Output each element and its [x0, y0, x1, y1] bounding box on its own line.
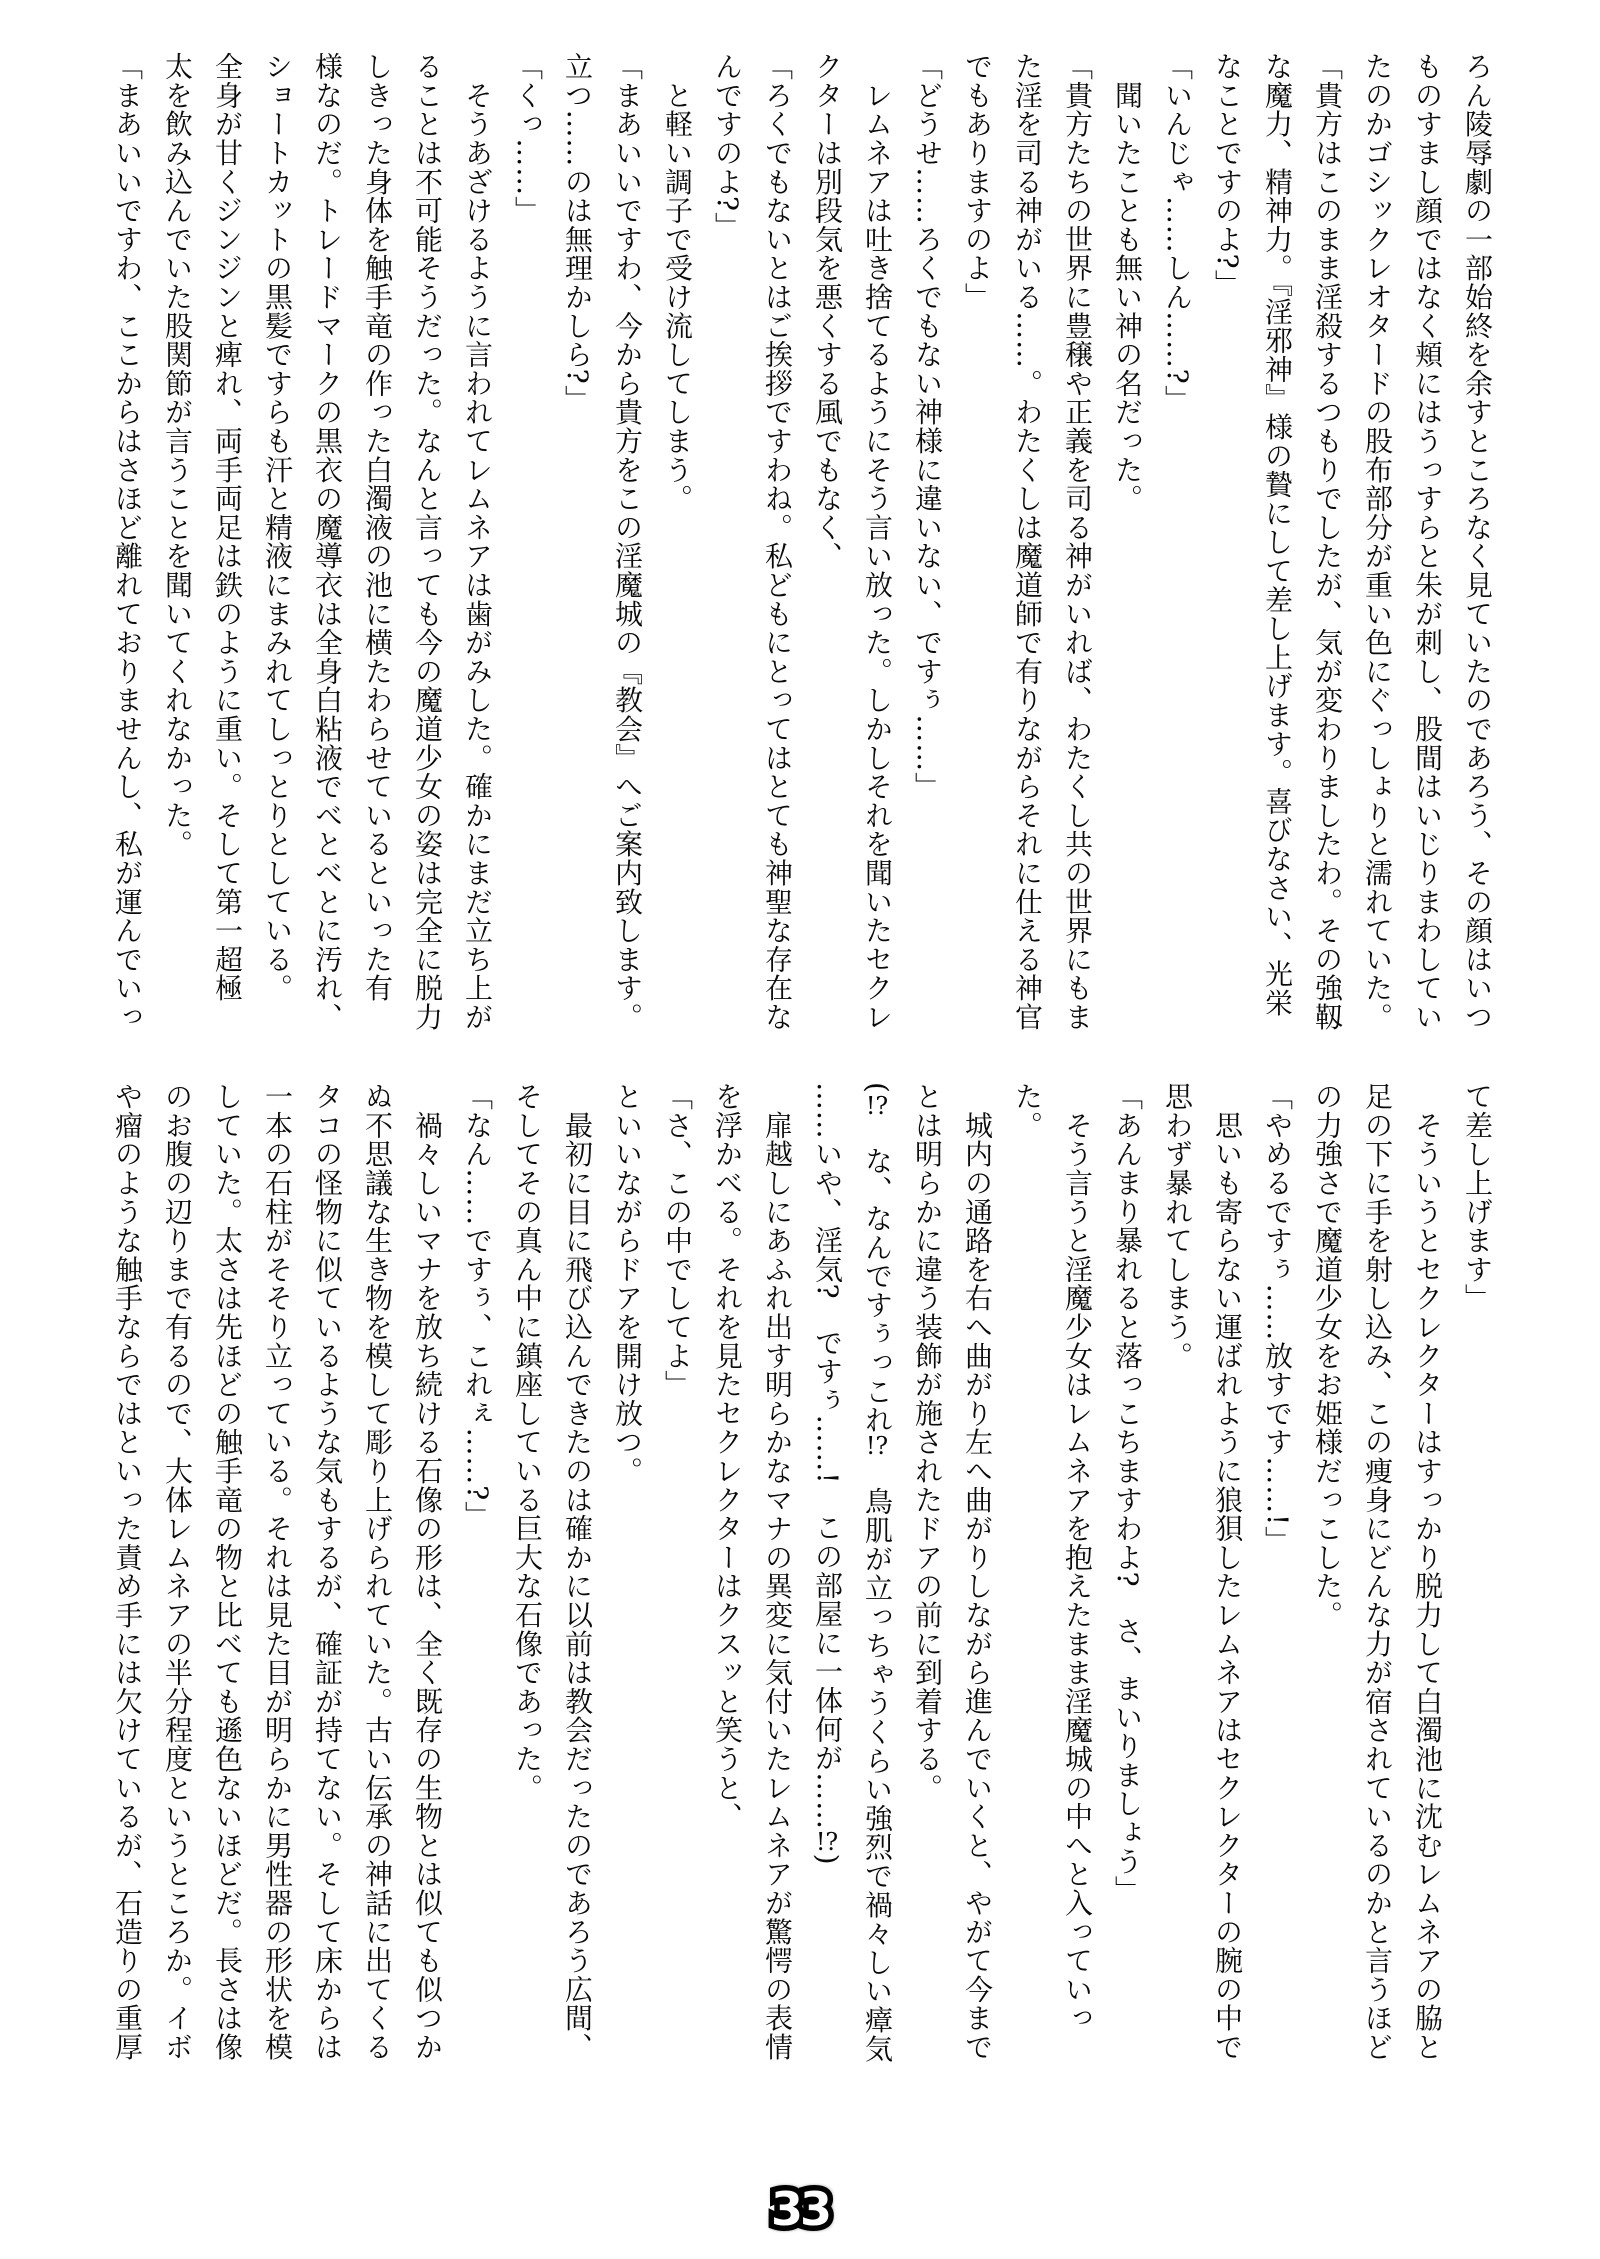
text-column: 聞いたことも無い神の名だった。: [1111, 52, 1144, 513]
text-column: でもありますのよ」: [961, 52, 994, 312]
text-column: なことですのよ?」: [1211, 52, 1244, 299]
text-column: た淫を司る神がいる……。わたくしは魔道師で有りながらそれに仕える神官: [1011, 52, 1044, 1032]
text-column: 思いも寄らない運ばれように狼狽したレムネアはセクレクターの腕の中で: [1211, 1082, 1244, 2062]
text-column: そういうとセクレクターはすっかり脱力して白濁池に沈むレムネアの脇と: [1411, 1082, 1444, 2062]
text-column: 「どうせ……ろくでもない神様に違いない、ですぅ……」: [911, 52, 944, 801]
text-column: タコの怪物に似ているような気もするが、確証が持てない。そして床からは: [311, 1082, 344, 2062]
text-column: しきった身体を触手竜の作った白濁液の池に横たわらせているといった有: [361, 52, 394, 1003]
text-column: 「さ、この中でしてよ」: [661, 1082, 694, 1399]
text-column: 禍々しいマナを放ち続ける石像の形は、全く既存の生物とは似ても似つか: [411, 1082, 444, 2062]
text-column: そうあざけるように言われてレムネアは歯がみした。確かにまだ立ち上が: [461, 52, 494, 1032]
text-column: ろん陵辱劇の一部始終を余すところなく見ていたのであろう、その顔はいつ: [1461, 52, 1494, 1032]
text-column: 「ろくでもないとはご挨拶ですわね。私どもにとってはとても神聖な存在な: [761, 52, 794, 1032]
text-column: 「貴方はこのまま淫殺するつもりでしたが、気が変わりましたわ。その強靱: [1311, 52, 1344, 1032]
text-column: そう言うと淫魔少女はレムネアを抱えたまま淫魔城の中へと入っていっ: [1061, 1082, 1094, 2033]
text-column: ることは不可能そうだった。なんと言っても今の魔道少女の姿は完全に脱力: [411, 52, 444, 1032]
text-column: 「やめるですぅ……放すです……!」: [1261, 1082, 1294, 1555]
text-column: 太を飲み込んでいた股関節が言うことを聞いてくれなかった。: [161, 52, 194, 859]
text-column: (!? な、なんですぅっこれ!? 鳥肌が立っちゃうくらい強烈で禍々しい瘴気: [861, 1082, 894, 2063]
text-column: 「あんまり暴れると落っこちますわよ? さ、まいりましょう」: [1111, 1082, 1144, 1905]
text-column: を浮かべる。それを見たセクレクターはクスッと笑うと、: [711, 1082, 744, 1831]
top-text-block: [98, 52, 1502, 1052]
text-column: レムネアは吐き捨てるようにそう言い放った。しかしそれを聞いたセクレ: [861, 52, 894, 1032]
text-column: の力強さで魔道少女をお姫様だっこした。: [1311, 1082, 1344, 1630]
text-column: 様なのだ。トレードマークの黒衣の魔導衣は全身白粘液でべとべとに汚れ、: [311, 52, 344, 1032]
text-column: ものすまし顔ではなく頬にはうっすらと朱が刺し、股間はいじりまわしてい: [1411, 52, 1444, 1032]
bottom-text-block: [98, 1082, 1502, 2082]
text-column: 「貴方たちの世界に豊穣や正義を司る神がいれば、わたくし共の世界にもま: [1061, 52, 1094, 1032]
text-column: 思わず暴れてしまう。: [1161, 1082, 1194, 1370]
text-column: 「いんじゃ……しん……?」: [1161, 52, 1194, 414]
text-column: 一本の石柱がそそり立っている。それは見た目が明らかに男性器の形状を模: [261, 1082, 294, 2062]
text-column: と軽い調子で受け流してしまう。: [661, 52, 694, 513]
text-column: て差し上げます」: [1461, 1082, 1494, 1313]
text-column: そしてその真ん中に鎮座している巨大な石像であった。: [511, 1082, 544, 1802]
text-column: ショートカットの黒髪ですらも汗と精液にまみれてしっとりとしている。: [261, 52, 294, 1003]
text-column: 扉越しにあふれ出す明らかなマナの異変に気付いたレムネアが驚愕の表情: [761, 1082, 794, 2062]
text-column: とは明らかに違う装飾が施されたドアの前に到着する。: [911, 1082, 944, 1802]
text-column: クターは別段気を悪くする風でもなく、: [811, 52, 844, 571]
text-column: ……いや、淫気? ですぅ……! この部屋に一体何が……!?): [811, 1082, 844, 1866]
text-column: んですのよ?」: [711, 52, 744, 241]
text-column: な魔力、精神力。『淫邪神』様の贄にして差し上げます。喜びなさい、光栄: [1261, 52, 1294, 1018]
text-column: たのかゴシックレオタードの股布部分が重い色にぐっしょりと濡れていた。: [1361, 52, 1394, 1032]
text-column: 「まあいいですわ、今から貴方をこの淫魔城の『教会』へご案内致します。: [611, 52, 644, 1032]
text-column: 全身が甘くジンジンと痺れ、両手両足は鉄のように重い。そして第一超極: [211, 52, 244, 1003]
text-column: 「まあいいですわ、ここからはさほど離れておりませんし、私が運んでいっ: [111, 52, 144, 1032]
text-column: といいながらドアを開け放つ。: [611, 1082, 644, 1486]
page-number: 33: [770, 2182, 829, 2236]
text-column: た。: [1011, 1082, 1044, 1140]
interrobang-pair: !?: [815, 1829, 839, 1854]
text-column: ぬ不思議な生き物を模して彫り上げられていた。古い伝承の神話に出てくる: [361, 1082, 394, 2062]
text-column: 「なん……ですぅ、これぇ……?」: [461, 1082, 494, 1530]
text-column: 城内の通路を右へ曲がり左へ曲がりしながら進んでいくと、やがて今まで: [961, 1082, 994, 2062]
text-column: していた。太さは先ほどの触手竜の物と比べても遜色ないほどだ。長さは像: [211, 1082, 244, 2062]
text-column: 最初に目に飛び込んできたのは確かに以前は教会だったのであろう広間、: [561, 1082, 594, 2062]
text-column: 「くっ……」: [511, 52, 544, 225]
text-column: のお腹の辺りまで有るので、大体レムネアの半分程度というところか。イボ: [161, 1082, 194, 2062]
text-column: 足の下に手を射し込み、この痩身にどんな力が宿されているのかと言うほど: [1361, 1082, 1394, 2062]
text-column: 立つ……のは無理かしら?」: [561, 52, 594, 414]
interrobang-pair: !?: [865, 1434, 889, 1459]
text-column: や瘤のような触手ならではといった責め手には欠けているが、石造りの重厚: [111, 1082, 144, 2062]
interrobang-pair: !?: [865, 1093, 889, 1118]
